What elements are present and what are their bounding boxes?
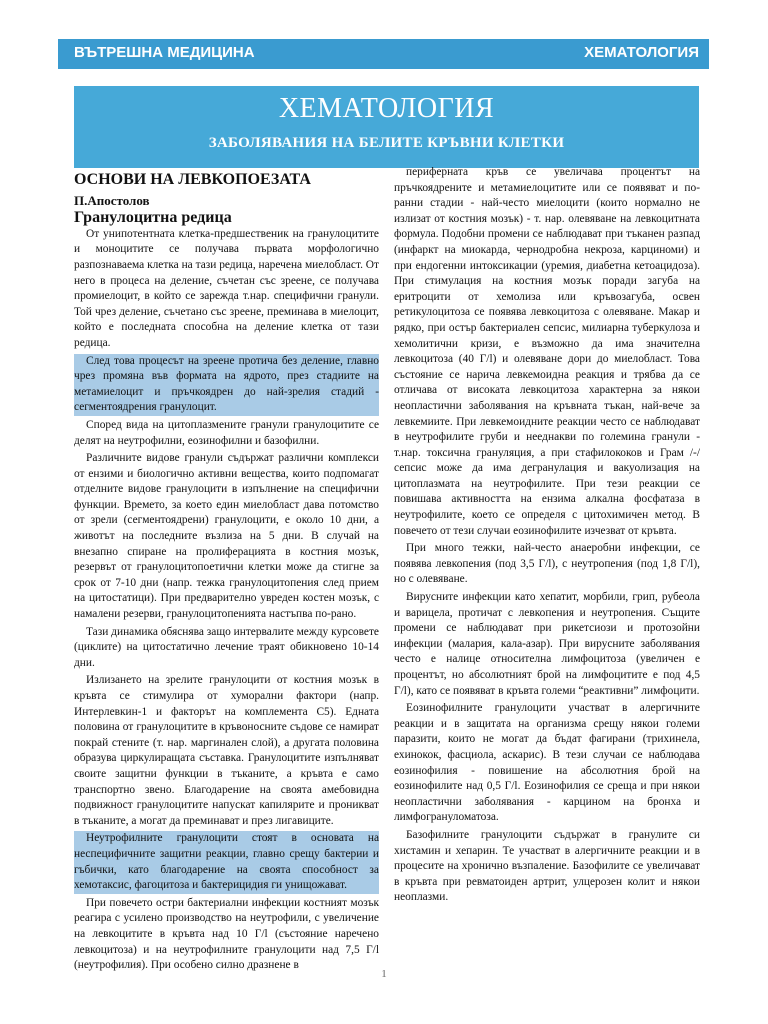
paragraph: Вирусните инфекции като хепатит, морбили, грип, рубеола и варицела, протичат с левкопения и неутропения. Същите промени се наблюдават при рикетсиози и протозойни инфекции (малария, кала-азар). При вирусните заболявания често е налице относителна лимфоцитоза (увеличен е процентът, но абсолютният брой на лимфоцитите е под 4,5 Г/l), като се появяват в кръвта големи “реактивни” лимфоцити. xyxy=(394,591,700,697)
subsection-title: Гранулоцитна редица xyxy=(74,209,232,227)
header-left-title: ВЪТРЕШНА МЕДИЦИНА xyxy=(74,44,255,61)
paragraph: периферната кръв се увеличава процентът на пръчкоядрените и метамиелоцитите или се появяват и по-ранни стадии - най-често миелоцити (които нормално не излизат от костния мозък) - т. нар. олевяване на левкоцитната формула. Подобни промени се наблюдават при тъканен разпад (инфаркт на миокарда, чернодробна некроза, карциноми) и при ендогенни интоксикации (уремия, диабетна кетоацидоза). При стимулация на костния мозък поради загуба на еритроцити от хемолиза или кръвозагуба, освен ретикулоцитоза се появява левкоцитоза с олевяване. Макар и рядко, при остър бактериален сепсис, милиарна туберкулоза и хемолитични кризи, е възможно да има значителна левкоцитоза (40 Г/l) и олевяване дори до миелобласт. Това състояние се нарича левкемоидна реакция и трябва да се отличава от високата левкоцитоза характерна за някои неопластични заболявания на кръвната тъкан, най-вече за левкемиите. При левкемоидните реакции често се наблюдават в неутрофилите груби и нееднакви по големина гранули - т.нар. токсична грануляция, а при стафилококов и Грам /-/ сепсис може да има дегранулация и вакуолизация на цитоплазмата на неутрофилите. При тези реакции се повишава активността на ензима алкална фосфатаза в неутрофилите, което се определя с цитохимичен метод. В повечето от тези случаи еозинофилите изчезват от кръвта. xyxy=(394,166,700,537)
right-paragraphs xyxy=(394,165,700,906)
paragraph: При повечето остри бактериални инфекции костният мозък реагира с усилено производство на неутрофили, с увеличение на левкоцитите в кръвта над 10 Г/l (състояние наречено левкоцитоза) и на неутрофилните гранулоцити над 7,5 Г/l (неутрофилия). При особено силно дразнене в xyxy=(74,896,379,972)
chapter-title: ХЕМАТОЛОГИЯ xyxy=(278,93,495,124)
paragraph: Базофилните гранулоцити съдържат в гранулите си хистамин и хепарин. Те участват в алергичните реакции и в процесите на хронично възпаление. Базофилите се увеличават в кръвта при ревматоиден артрит, улцерозен колит и някои неоплазми. xyxy=(394,828,700,904)
highlighted-paragraph: Неутрофилните гранулоцити стоят в основата на неспецифичните защитни реакции, главно срещу бактерии и гъбички, като благодарение на своята способност за хемотаксис, фагоцитоза и бактерицидия ги унищожават. xyxy=(74,831,379,893)
section-title: ОСНОВИ НА ЛЕВКОПОЕЗАТА xyxy=(74,171,311,188)
chapter-subtitle: ЗАБОЛЯВАНИЯ НА БЕЛИТЕ КРЪВНИ КЛЕТКИ xyxy=(208,135,565,151)
paragraph: От унипотентната клетка-предшественик на гранулоцитите и моноцитите се получава първата морфологично разпознаваема клетка на тази редица, наречена миелобласт. От него в процеса на деление, съчетан със зреене, се получава промиелоцит, в който се зарежда т.нар. специфични гранули. Той чрез деление, съчетано със зреене, преминава в миелоцит, който е последната способна на деление клетка от тази редица. xyxy=(74,227,380,349)
highlighted-paragraph: След това процесът на зреене протича без деление, главно чрез промяна във формата на ядрото, през стадиите на метамиелоцит и пръчкоядрен до най-зрелия стадий - сегментоядрения гранулоцит. xyxy=(74,354,379,416)
paragraph: Еозинофилните гранулоцити участват в алергичните реакции и в защитата на организма срещу някои големи паразити, които не могат да бъдат фагирани (трихинела, ехинокок, фасциола, аскарис). В тези случаи се наблюдава еозинофилия - повишение на абсолютния брой на еозинофилите над 0,5 Г/l. Еозинофилия се среща и при някои неопластични заболявания - карцином на бронха и лимфогрануломатоза. xyxy=(394,702,700,824)
paragraph: Различните видове гранули съдържат различни комплекси от ензими и биологично активни вещества, които подпомагат отделните видове гранулоцити в изпълнение на специфични функции. Времето, за което един миелобласт дава потомство от зрели (сегментоядрени) гранулоцити, е около 10 дни, а животът на последните възлиза на 5 дни. В случай на внезапно спиране на пролиферацията в костния мозък, резервът от гранулоцитопоетични клетки може да стигне за срок от 7-10 дни (напр. тежка гранулоцитопения след прием на цитостатици). При предварително увреден костен мозък, с намалени резерви, гранулоцитопенията настъпва по-рано. xyxy=(74,452,379,621)
left-paragraphs xyxy=(74,227,379,974)
header-right-title: ХЕМАТОЛОГИЯ xyxy=(584,44,699,61)
paragraph: Според вида на цитоплазмените гранули гранулоцитите се делят на неутрофилни, еозинофилни и базофилни. xyxy=(74,418,379,447)
paragraph: При много тежки, най-често анаеробни инфекции, се появява левкопения (под 3,5 Г/l), с неутропения (под 1,8 Г/l), но с олевяване. xyxy=(394,542,700,586)
paragraph: Тази динамика обяснява защо интервалите между курсовете (циклите) на цитостатично лечение траят обикновено 10-14 дни. xyxy=(74,625,379,669)
chapter-banner xyxy=(74,86,699,168)
running-header xyxy=(58,39,709,69)
page-number: 1 xyxy=(381,968,387,980)
author-name: П.Апостолов xyxy=(74,192,150,208)
left-column xyxy=(74,172,379,976)
right-column xyxy=(394,165,700,908)
paragraph: Излизането на зрелите гранулоцити от костния мозък в кръвта се стимулира от хуморални фактори (напр. Интерлевкин-1 и факторът на комплемента C5). Едната половина от гранулоцитите в кръвоносните съдове се намират покрай стените (т. нар. маргинален слой), а другата половина образува циркулиращата съставка. Гранулоцитите изпълняват своите защитни функции в тъканите, а кръвта е само транспортно звено. Благодарение на своята амебовидна подвижност гранулоцитите напускат капилярите и проникват в тъканите, а могат да преминават и през лигавиците. xyxy=(74,674,379,827)
